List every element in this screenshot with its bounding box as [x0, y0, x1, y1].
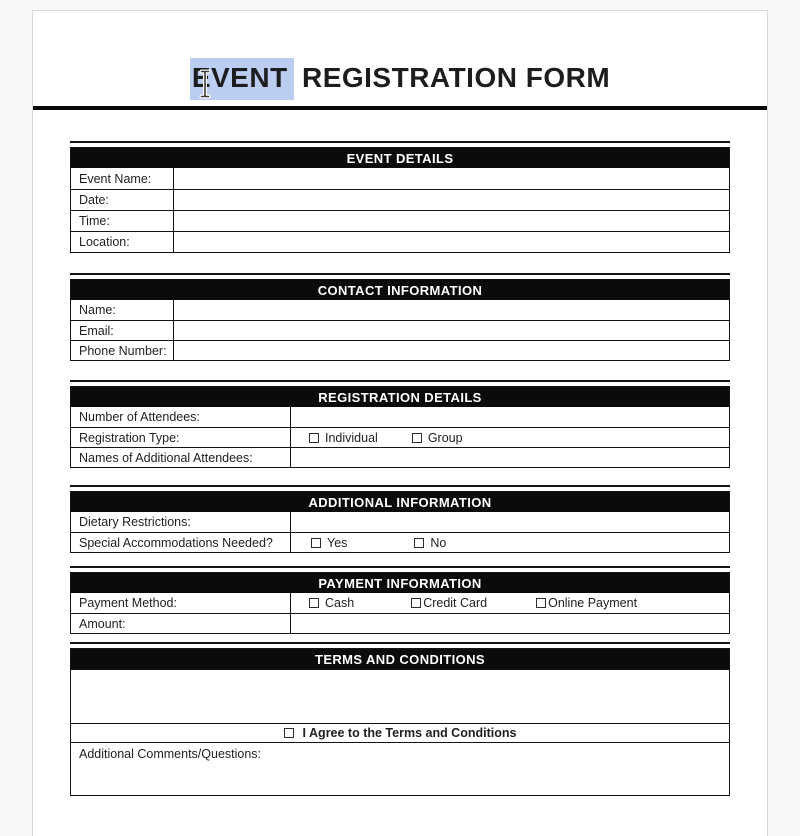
agree-label: I Agree to the Terms and Conditions [302, 726, 517, 740]
option-label: Group [427, 430, 463, 445]
checkbox-credit-card[interactable] [411, 598, 421, 608]
section-payment-information [70, 566, 730, 634]
comments-row[interactable] [71, 742, 729, 795]
field-label: Number of Attendees: [71, 407, 291, 427]
checkbox-no[interactable] [414, 538, 424, 548]
additional-attendees-field[interactable] [291, 448, 729, 467]
table-row [71, 210, 729, 231]
section-header-additional-information: ADDITIONAL INFORMATION [71, 492, 729, 512]
number-of-attendees-field[interactable] [291, 407, 729, 427]
dietary-restrictions-field[interactable] [291, 512, 729, 532]
section-header-registration-details: REGISTRATION DETAILS [71, 387, 729, 407]
option-label: Individual [325, 430, 378, 445]
section-header-event-details: EVENT DETAILS [71, 148, 729, 168]
date-field[interactable] [174, 190, 729, 210]
field-label: Special Accommodations Needed? [71, 533, 291, 552]
checkbox-agree-terms[interactable] [284, 728, 294, 738]
option-label: Yes [327, 535, 348, 550]
section-registration-details [70, 380, 730, 468]
section-header-contact-information: CONTACT INFORMATION [71, 280, 729, 300]
section-topline [70, 141, 730, 143]
section-topline [70, 566, 730, 568]
title-divider [33, 106, 767, 110]
checkbox-individual[interactable] [309, 433, 319, 443]
table-row [71, 427, 729, 447]
checkbox-yes[interactable] [311, 538, 321, 548]
section-header-payment-information: PAYMENT INFORMATION [71, 573, 729, 593]
checkbox-online-payment[interactable] [536, 598, 546, 608]
payment-online-option[interactable] [536, 596, 637, 610]
table-row [71, 532, 729, 552]
field-label: Date: [71, 190, 174, 210]
table-row [71, 593, 729, 613]
field-label: Name: [71, 300, 174, 320]
name-field[interactable] [174, 300, 729, 320]
terms-body-field[interactable] [71, 669, 729, 723]
field-label: Phone Number: [71, 341, 174, 360]
table-row [71, 613, 729, 633]
table-row [71, 512, 729, 532]
field-label: Dietary Restrictions: [71, 512, 291, 532]
table-row [71, 231, 729, 252]
option-label: Cash [325, 596, 355, 610]
option-label: Online Payment [548, 596, 638, 610]
field-label: Time: [71, 211, 174, 231]
location-field[interactable] [174, 232, 729, 252]
section-topline [70, 485, 730, 487]
field-label: Amount: [71, 614, 291, 633]
payment-cash-option[interactable] [309, 596, 354, 610]
payment-credit-card-option[interactable] [411, 596, 487, 610]
checkbox-cash[interactable] [309, 598, 319, 608]
section-event-details [70, 141, 730, 253]
title-rest-text[interactable]: REGISTRATION FORM [293, 62, 611, 93]
field-label: Payment Method: [71, 593, 291, 613]
field-label: Names of Additional Attendees: [71, 448, 291, 467]
table-row [71, 168, 729, 189]
field-label: Registration Type: [71, 428, 291, 447]
title-block [33, 11, 767, 110]
option-label: Credit Card [423, 596, 488, 610]
page-title[interactable] [33, 58, 767, 98]
checkbox-group[interactable] [412, 433, 422, 443]
field-label: Location: [71, 232, 174, 252]
field-label: Email: [71, 321, 174, 340]
section-terms-and-conditions [70, 642, 730, 796]
section-topline [70, 642, 730, 644]
table-row [71, 447, 729, 467]
time-field[interactable] [174, 211, 729, 231]
table-row [71, 320, 729, 340]
accommodations-no-option[interactable] [414, 536, 446, 550]
table-row [71, 407, 729, 427]
registration-type-group-option[interactable] [412, 431, 463, 445]
field-label: Event Name: [71, 168, 174, 189]
amount-field[interactable] [291, 614, 729, 633]
table-row [71, 189, 729, 210]
accommodations-yes-option[interactable] [311, 536, 347, 550]
section-additional-information [70, 485, 730, 553]
document-page [32, 10, 768, 836]
email-field[interactable] [174, 321, 729, 340]
phone-number-field[interactable] [174, 341, 729, 360]
section-contact-information [70, 273, 730, 361]
table-row [71, 340, 729, 360]
table-row [71, 300, 729, 320]
agree-row [71, 723, 729, 742]
title-selected-text[interactable]: EVENT [190, 58, 294, 100]
option-label: No [430, 535, 447, 550]
section-header-terms: TERMS AND CONDITIONS [71, 649, 729, 669]
registration-type-individual-option[interactable] [309, 431, 378, 445]
event-name-field[interactable] [174, 168, 729, 189]
comments-label: Additional Comments/Questions: [79, 747, 262, 761]
section-topline [70, 380, 730, 382]
section-topline [70, 273, 730, 275]
